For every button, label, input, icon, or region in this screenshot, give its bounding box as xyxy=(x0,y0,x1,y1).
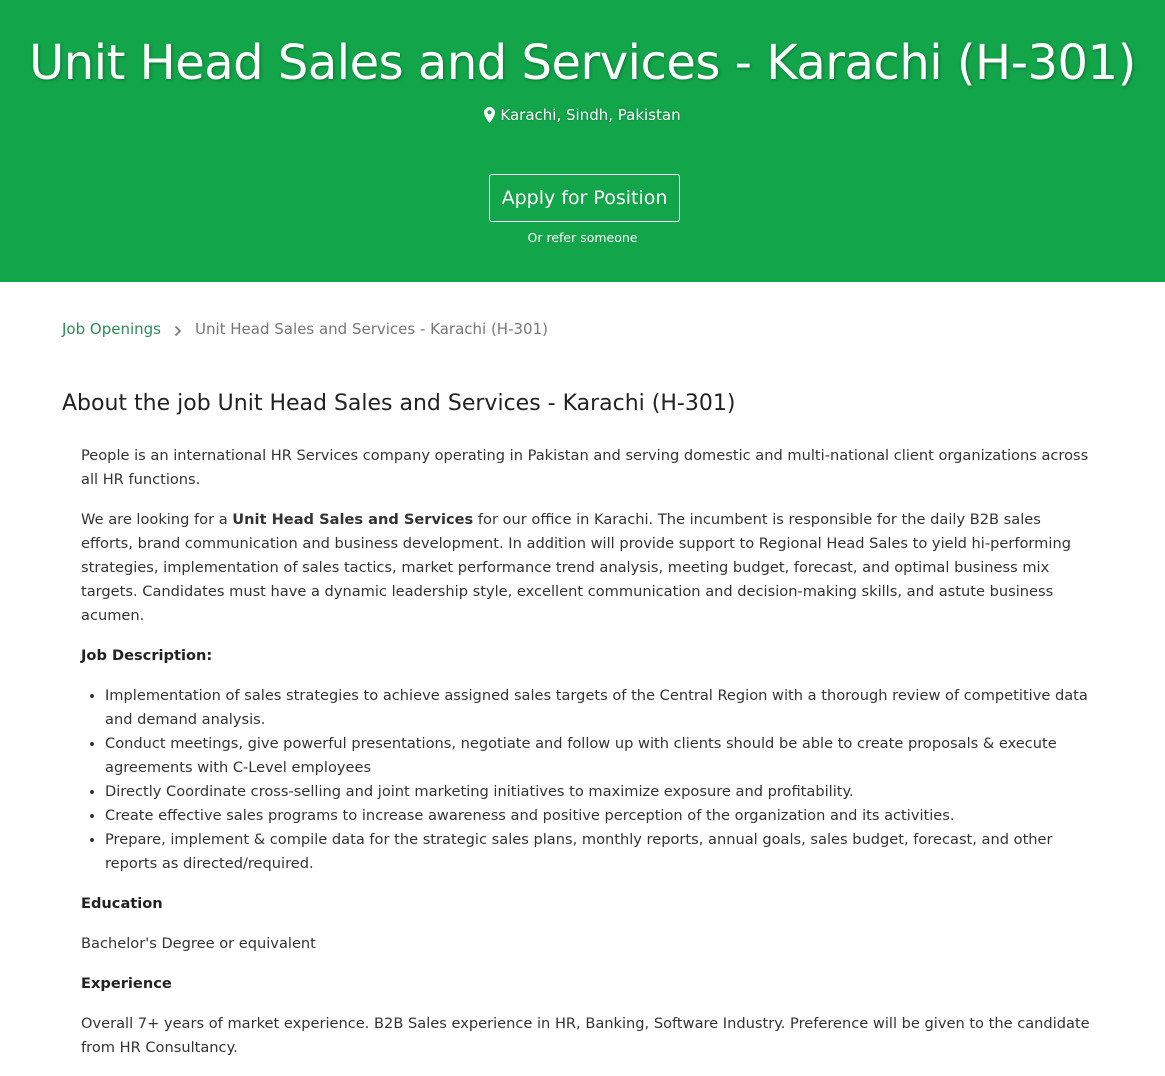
company-intro: People is an international HR Services company operating in Pakistan and serving domestic and multi-national client organizations across all HR functions. xyxy=(81,447,1089,488)
map-marker-icon xyxy=(484,107,495,123)
list-item: • Implementation of sales strategies to achieve assigned sales targets of the Central Region with a thorough review of competitive data and demand analysis. xyxy=(105,684,1092,732)
job-description-list xyxy=(81,684,1092,876)
job-description-section xyxy=(62,388,1092,1076)
job-description-heading: Job Description: xyxy=(81,647,213,664)
apply-for-position-button[interactable]: Apply for Position xyxy=(489,174,680,222)
list-item: • Create effective sales programs to increase awareness and positive perception of the organization and its activities. xyxy=(105,804,1092,828)
education-heading: Education xyxy=(81,895,163,912)
experience-text: Overall 7+ years of market experience. B2B Sales experience in HR, Banking, Software Industry. Preference will be given to the candidate from HR Consultancy. xyxy=(81,1015,1090,1056)
role-summary: We are looking for a Unit Head Sales and Services for our office in Karachi. The incumbent is responsible for the daily B2B sales efforts, brand communication and business development. In addition will provide support to Regional Head Sales to yield hi-performing strategies, implementation of sales tactics, market performance trend analysis, meeting budget, forecast, and optimal business mix targets. Candidates must have a dynamic leadership style, excellent communication and decision-making skills, and astute business acumen. xyxy=(81,511,1071,624)
job-details xyxy=(62,444,1092,1060)
role-name: Unit Head Sales and Services xyxy=(232,511,474,528)
list-item: • Conduct meetings, give powerful presentations, negotiate and follow up with clients should be able to create proposals & execute agreements with C-Level employees xyxy=(105,732,1092,780)
experience-heading: Experience xyxy=(81,975,172,992)
job-header xyxy=(0,0,1165,282)
list-item: • Directly Coordinate cross-selling and joint marketing initiatives to maximize exposure and profitability. xyxy=(105,780,1092,804)
breadcrumb-job-openings-link[interactable]: Job Openings xyxy=(62,320,161,338)
breadcrumb-current: Unit Head Sales and Services - Karachi (H-301) xyxy=(194,320,548,338)
job-location xyxy=(0,104,1165,126)
list-item: • Prepare, implement & compile data for the strategic sales plans, monthly reports, annual goals, sales budget, forecast, and other reports as directed/required. xyxy=(105,828,1092,876)
education-text: Bachelor's Degree or equivalent xyxy=(81,935,316,952)
job-title: Unit Head Sales and Services - Karachi (H-301) xyxy=(29,35,1136,91)
breadcrumb xyxy=(62,318,548,340)
job-location-text: Karachi, Sindh, Pakistan xyxy=(500,106,681,124)
refer-someone-link[interactable]: Or refer someone xyxy=(527,230,638,245)
chevron-right-icon xyxy=(173,322,183,336)
about-job-heading: About the job Unit Head Sales and Services - Karachi (H-301) xyxy=(62,391,736,416)
